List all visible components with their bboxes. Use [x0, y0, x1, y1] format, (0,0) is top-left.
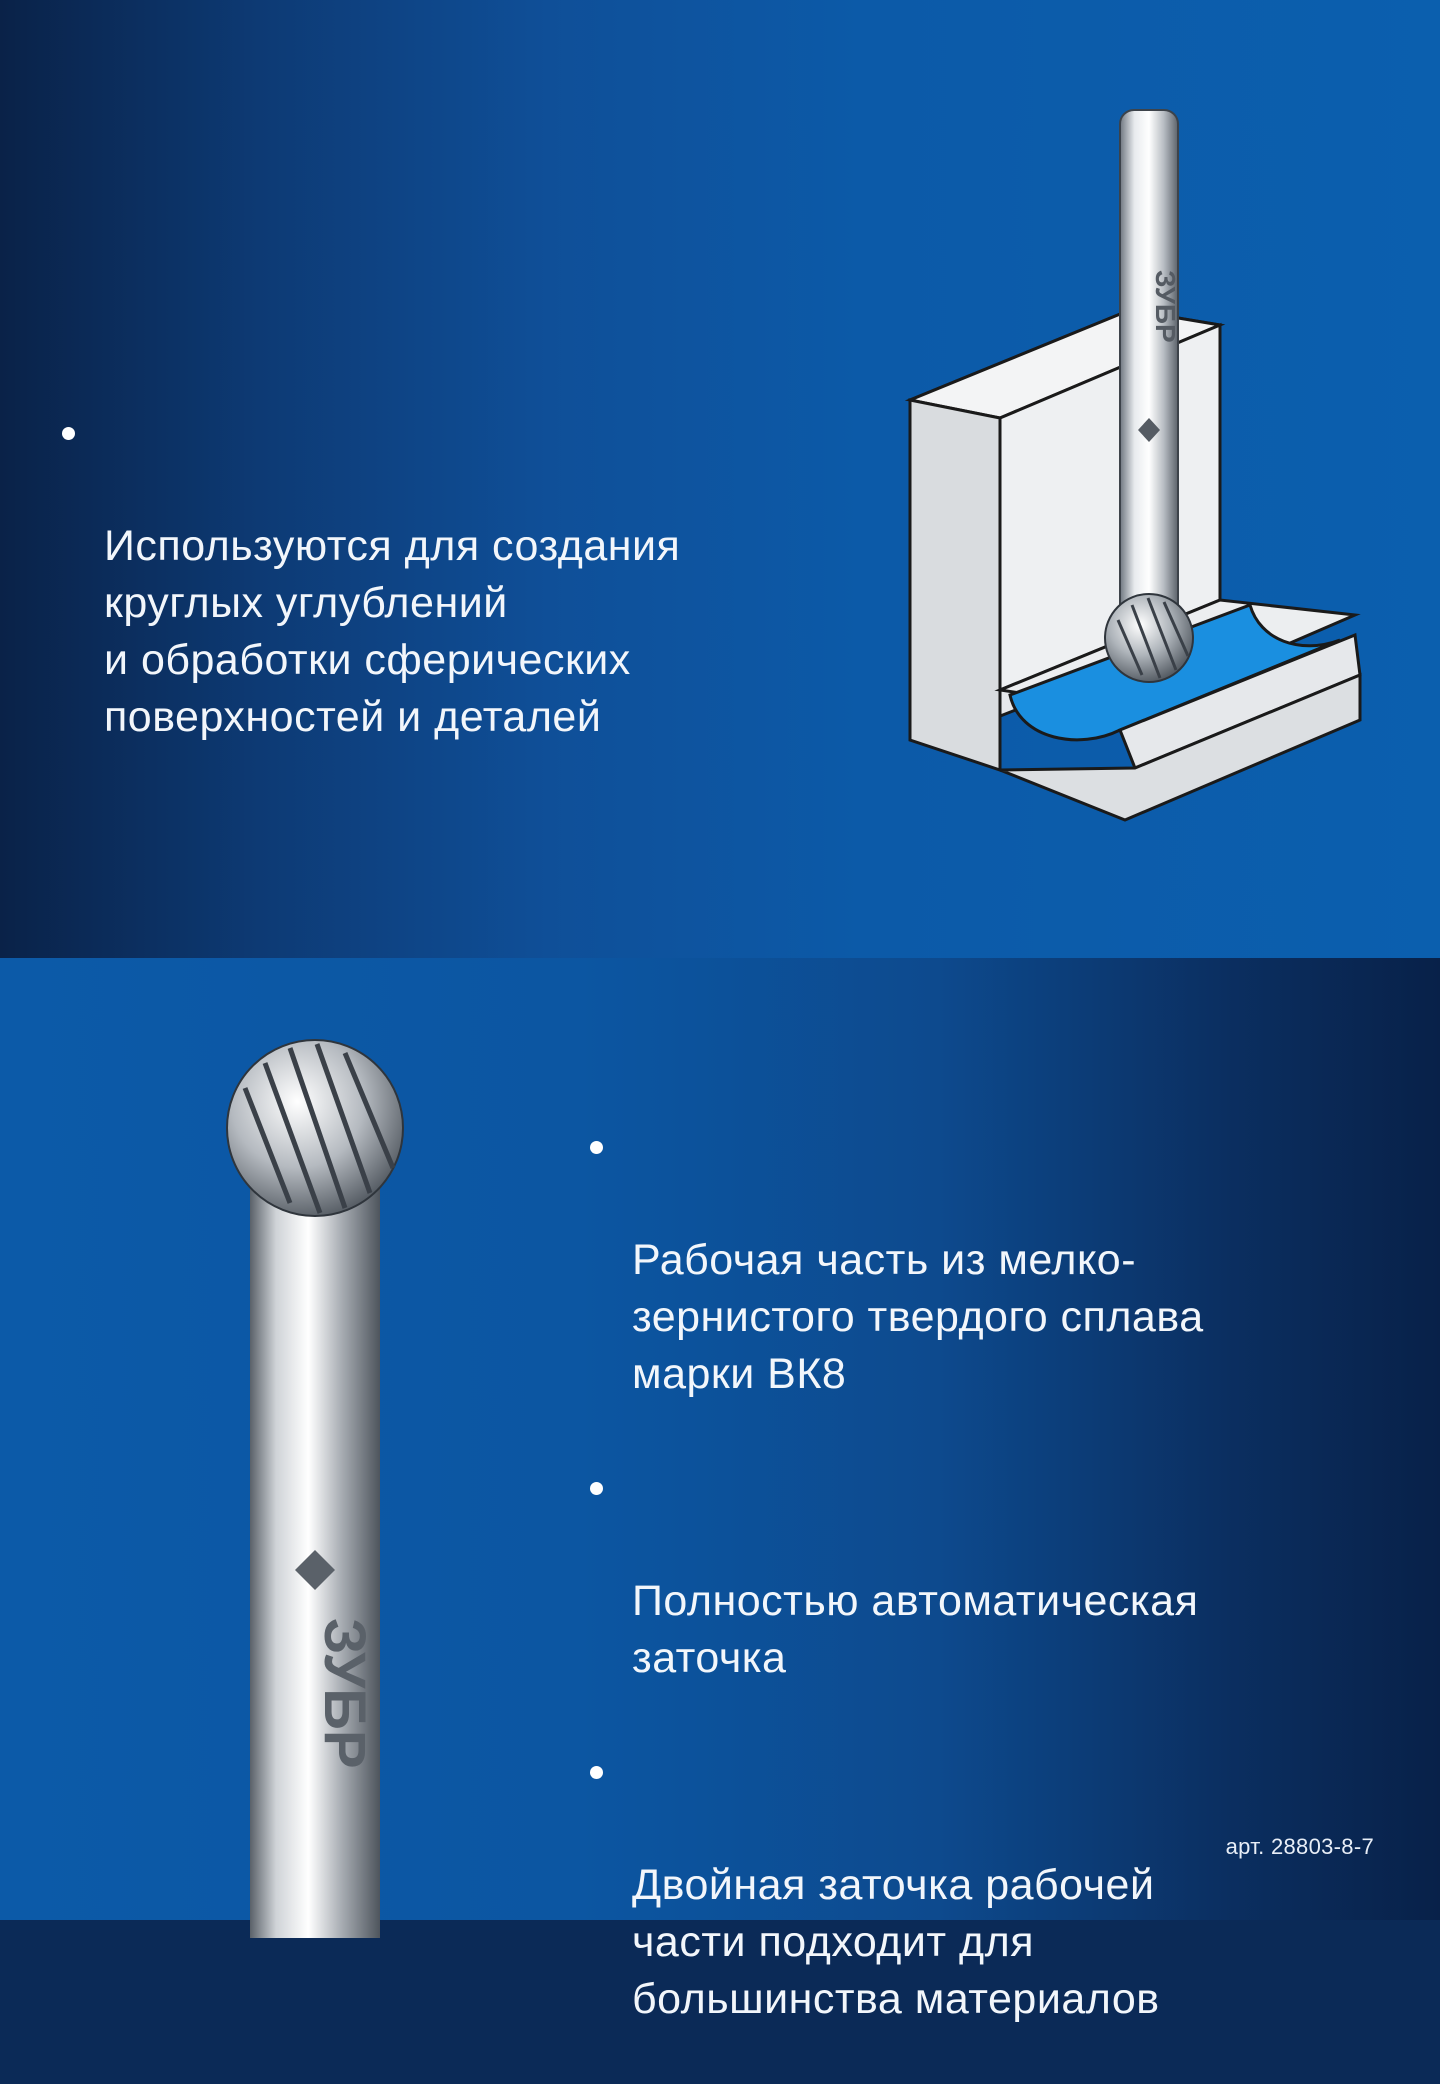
bullet-item [590, 1743, 1370, 2028]
workpiece-illustration [880, 100, 1440, 820]
burr-closeup [195, 958, 435, 1920]
bullet-text: Двойная заточка рабочей части подходит для большинства материалов [632, 1861, 1160, 2023]
bullet-dot-icon [590, 1141, 603, 1154]
shank-logo: ЗУБР [1150, 270, 1181, 343]
top-bullet-list [62, 404, 842, 746]
bottom-panel [0, 958, 1440, 2023]
bullet-text: Полностью автоматическая заточка [632, 1577, 1199, 1682]
bullet-item [590, 1118, 1370, 1403]
bullet-text: Рабочая часть из мелко- зернистого твердого сплава марки ВК8 [632, 1236, 1204, 1398]
bullet-text: Используются для создания круглых углублений и обработки сферических поверхностей и деталей [104, 522, 681, 741]
shank-logo: ЗУБР [312, 1618, 377, 1769]
top-panel [0, 0, 1440, 958]
bottom-bullet-list [590, 1118, 1370, 2084]
bullet-dot-icon [590, 1766, 603, 1779]
bullet-item [590, 1459, 1370, 1687]
bullet-item [62, 404, 842, 746]
article-number: арт. 28803-8-7 [1225, 1834, 1374, 1859]
bullet-dot-icon [62, 427, 75, 440]
bullet-dot-icon [590, 1482, 603, 1495]
